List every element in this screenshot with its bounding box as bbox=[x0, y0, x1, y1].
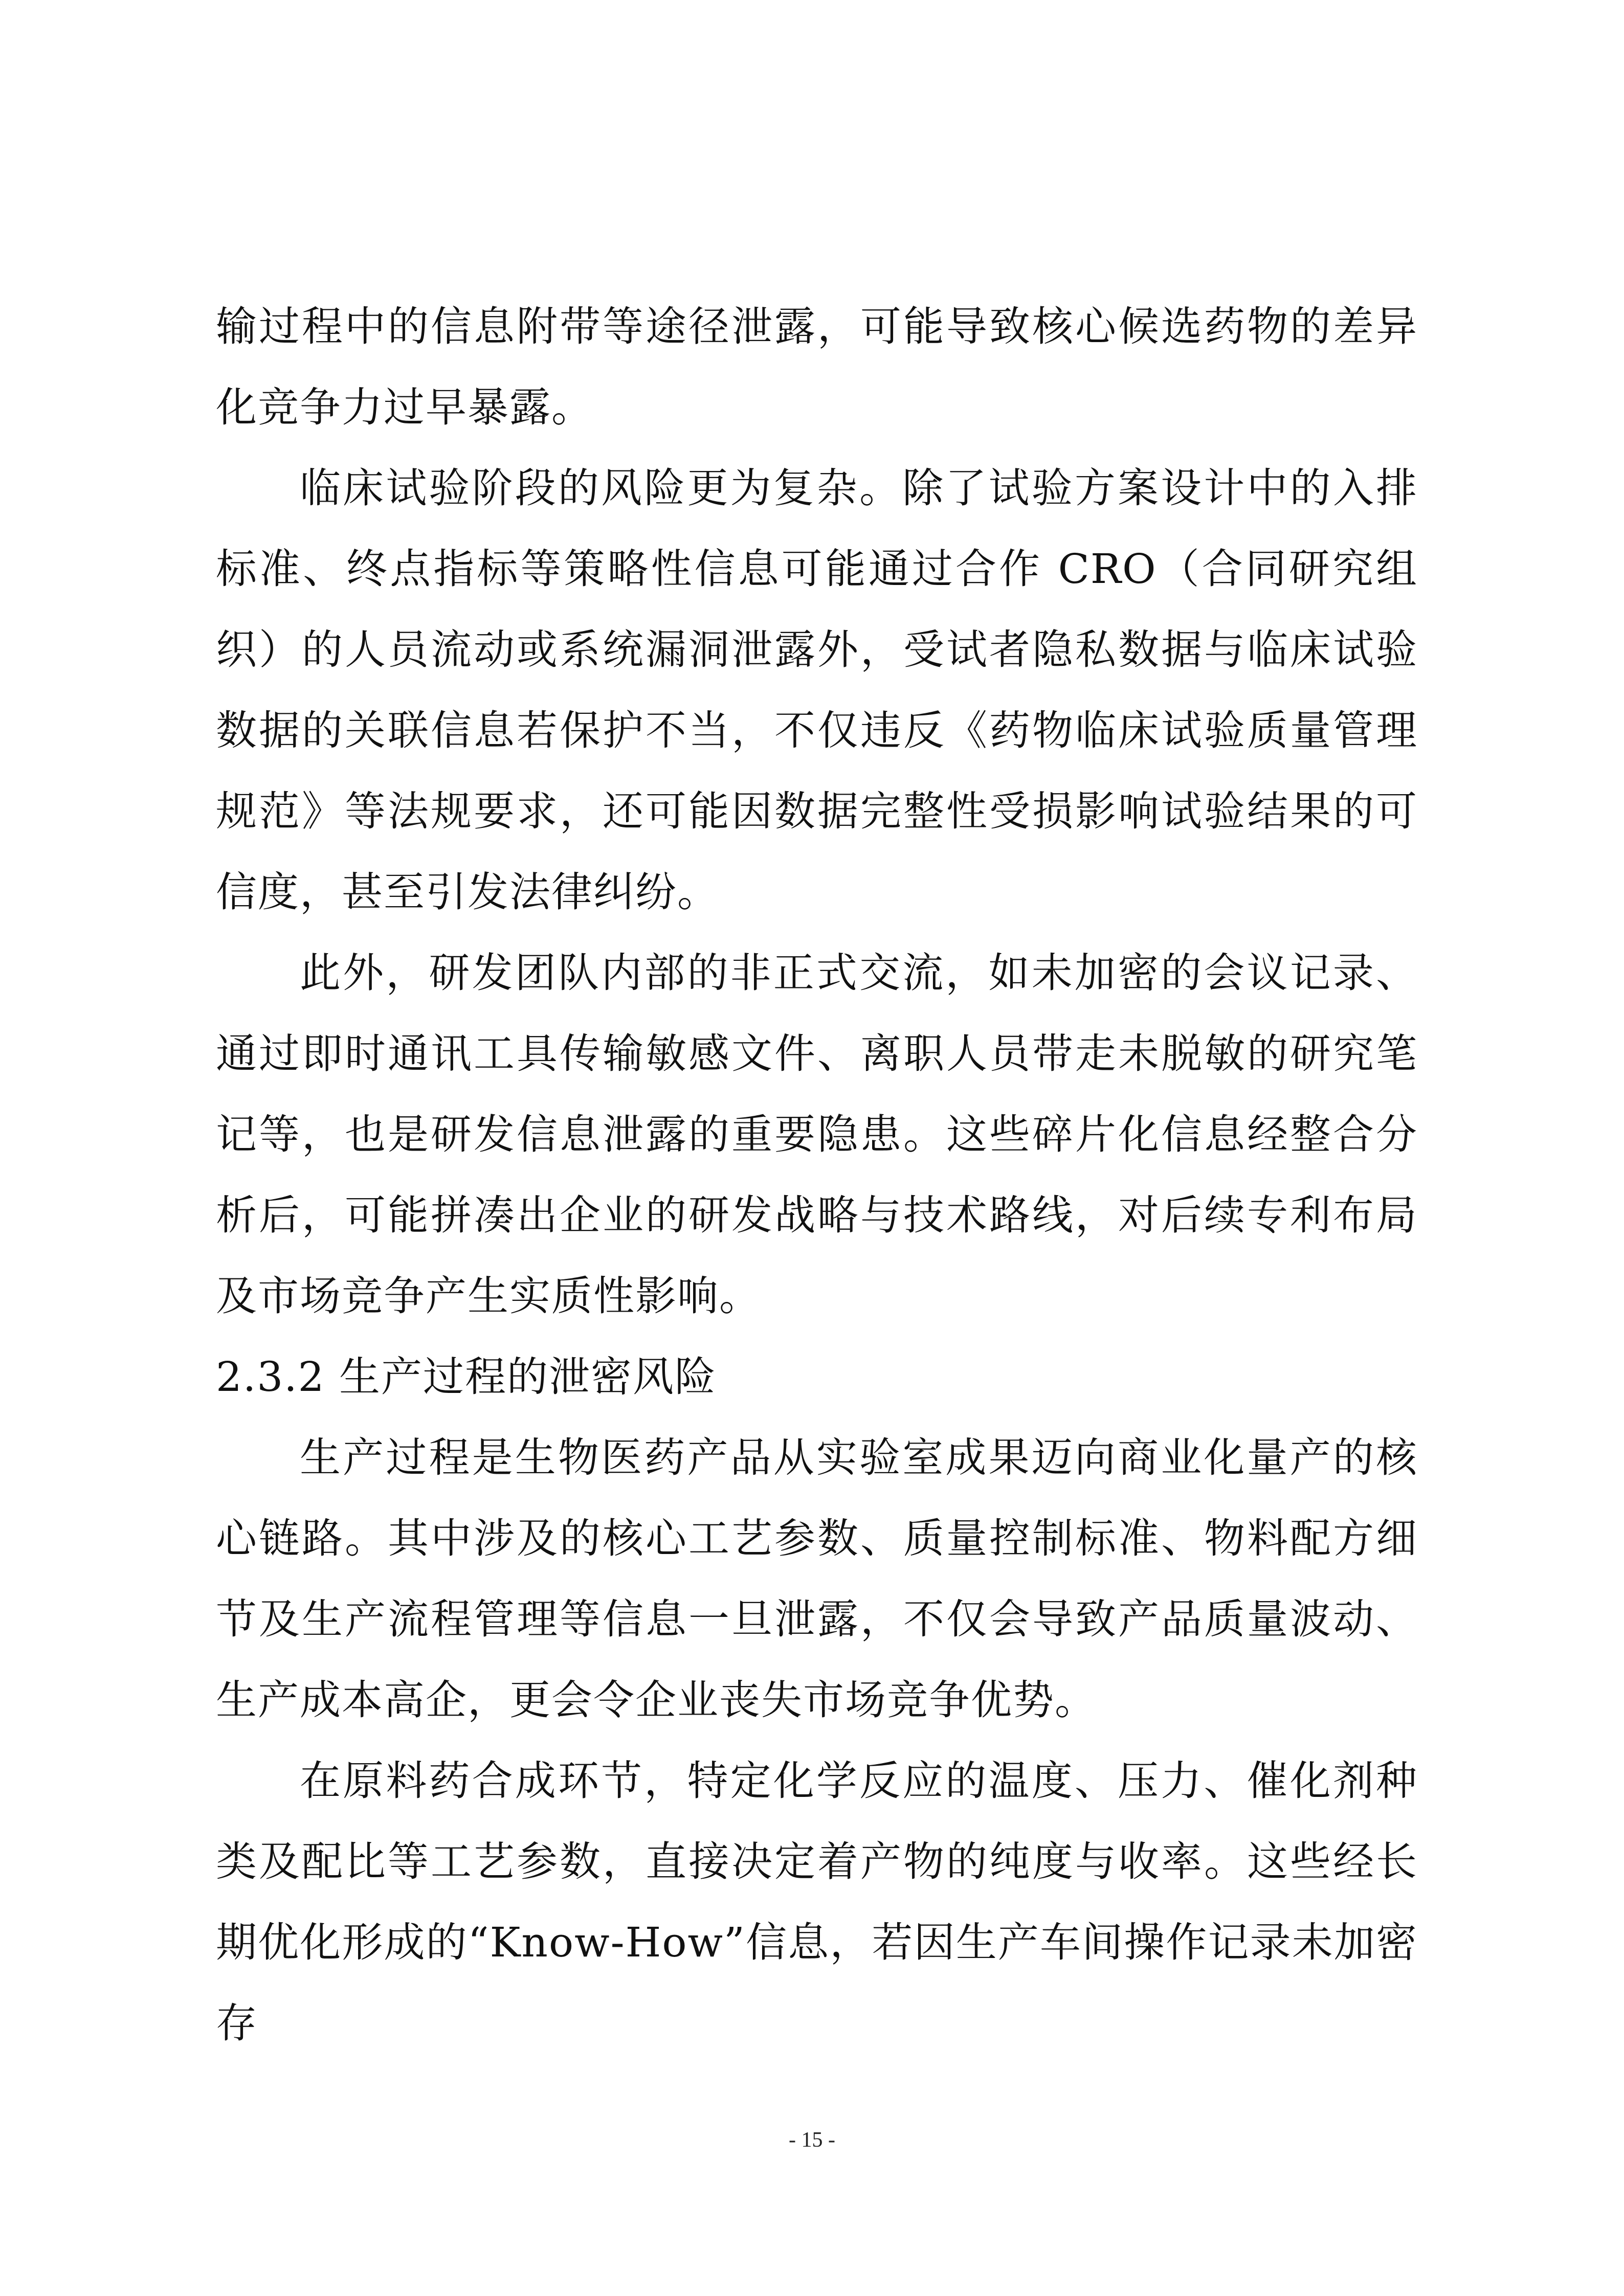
page-number: - 15 - bbox=[789, 2128, 835, 2152]
paragraph-informal-communication-risk: 此外，研发团队内部的非正式交流，如未加密的会议记录、通过即时通讯工具传输敏感文件、离职人员带走未脱敏的研究笔记等，也是研发信息泄露的重要隐患。这些碎片化信息经整合分析后，可能拼凑出企业的研发战略与技术路线，对后续专利布局及市场竞争产生实质性影响。 bbox=[216, 949, 1418, 1320]
paragraph-continued: 输过程中的信息附带等途径泄露，可能导致核心候选药物的差异化竞争力过早暴露。 bbox=[216, 303, 1418, 431]
section-heading: 2.3.2 生产过程的泄密风险 bbox=[216, 1353, 717, 1401]
paragraph-api-synthesis: 在原料药合成环节，特定化学反应的温度、压力、催化剂种类及配比等工艺参数，直接决定着产物的纯度与收率。这些经长期优化形成的“Know-How”信息，若因生产车间操作记录未加密存 bbox=[216, 1757, 1418, 2047]
document-body bbox=[216, 286, 1418, 2064]
paragraph-production-process: 生产过程是生物医药产品从实验室成果迈向商业化量产的核心链路。其中涉及的核心工艺参数、质量控制标准、物料配方细节及生产流程管理等信息一旦泄露，不仅会导致产品质量波动、生产成本高企，更会令企业丧失市场竞争优势。 bbox=[216, 1434, 1418, 1724]
paragraph-clinical-trial-risk: 临床试验阶段的风险更为复杂。除了试验方案设计中的入排标准、终点指标等策略性信息可能通过合作 CRO（合同研究组织）的人员流动或系统漏洞泄露外，受试者隐私数据与临床试验数据的关联信息若保护不当，不仅违反《药物临床试验质量管理规范》等法规要求，还可能因数据完整性受损影响试验结果的可信度，甚至引发法律纠纷。 bbox=[216, 464, 1418, 916]
